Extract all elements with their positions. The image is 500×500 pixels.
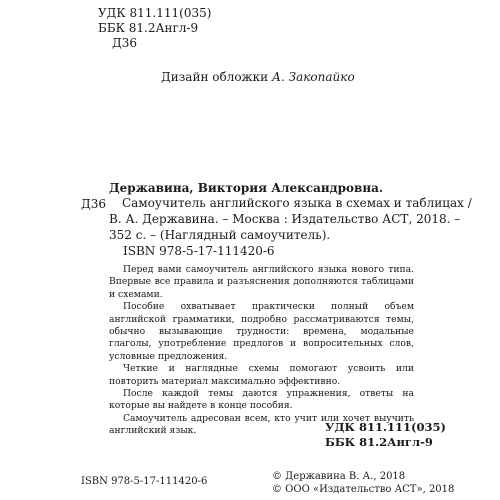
record-title-line-2: В. А. Державина. – Москва : Издательство АСТ, 2018. – [109, 212, 461, 226]
author-mark: Д36 [112, 36, 138, 50]
bbk-code: ББК 81.2Англ-9 [325, 435, 433, 449]
udk-code: УДК 811.111(035) [325, 420, 446, 434]
annotation-paragraph: Самоучитель адресован всем, кто учит или хочет выучить английский язык. [109, 412, 414, 437]
cover-designer-name: А. Закопайко [271, 70, 355, 84]
bottom-classification [325, 420, 446, 450]
record-isbn: ISBN 978-5-17-111420-6 [123, 244, 275, 258]
annotation [109, 264, 414, 438]
copyright-publisher: © ООО «Издательство АСТ», 2018 [272, 484, 455, 495]
top-classification [98, 6, 211, 51]
udk-code: УДК 811.111(035) [98, 6, 212, 20]
copyright-block [272, 470, 454, 496]
record-author-mark: Д36 [81, 197, 107, 211]
copyright-author: © Державина В. А., 2018 [272, 471, 406, 482]
record-title-line-1: Самоучитель английского языка в схемах и таблицах / [122, 196, 472, 210]
record-title-line-3: 352 с. – (Наглядный самоучитель). [109, 228, 331, 242]
bbk-code: ББК 81.2Англ-9 [98, 21, 199, 35]
cover-design-credit [161, 70, 355, 84]
annotation-paragraph: Перед вами самоучитель английского языка нового типа. Впервые все правила и разъяснения дополняются таблицами и схемами. [109, 264, 414, 300]
record-author: Державина, Виктория Александровна. [109, 181, 384, 195]
annotation-paragraph: Пособие охватывает практически полный объем английской грамматики, подробно рассматриваются темы, обычно вызывающие трудности: времена, модальные глаголы, употребление предлогов и вопросительных слов, условные предложения. [109, 301, 414, 362]
annotation-paragraph: Четкие и наглядные схемы помогают усвоить или повторить материал максимально эффективно. [109, 363, 414, 387]
annotation-paragraph: После каждой темы даются упражнения, ответы на которые вы найдете в конце пособия. [109, 388, 414, 412]
cover-credit-label: Дизайн обложки [161, 70, 272, 84]
footer-isbn: ISBN 978-5-17-111420-6 [81, 476, 208, 487]
